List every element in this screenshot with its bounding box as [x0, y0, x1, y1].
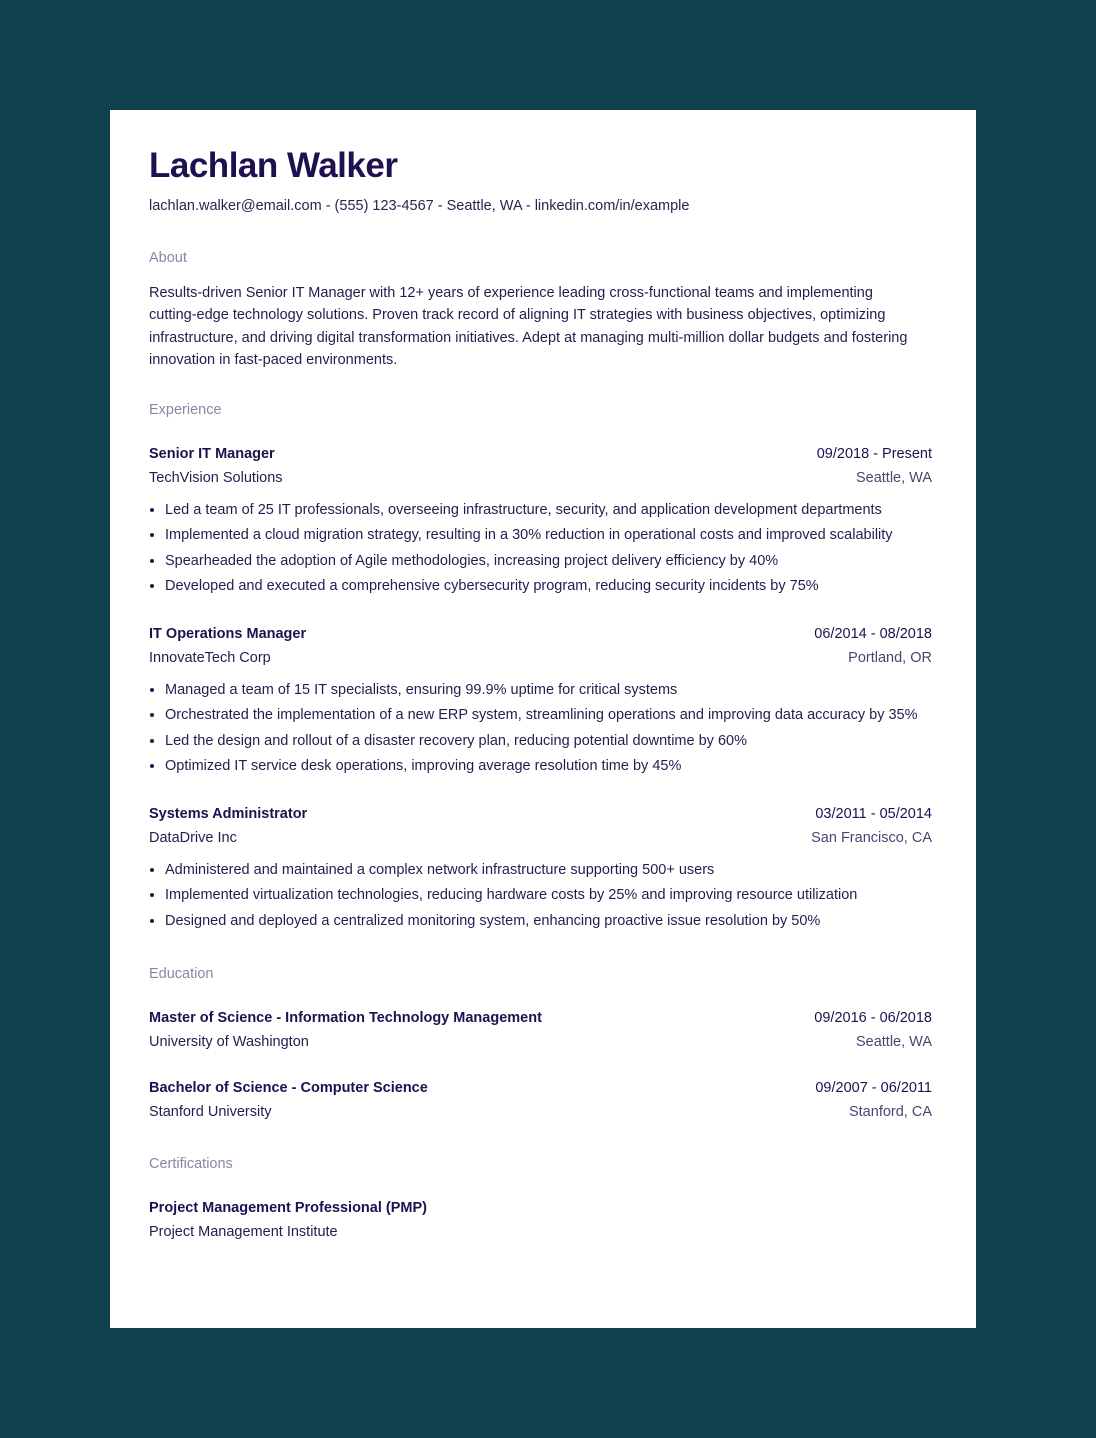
job-role: Senior IT Manager — [149, 445, 275, 462]
about-text: Results-driven Senior IT Manager with 12+ years of experience leading cross-functional teams and implementing cutting-edge technology solutions. Proven track record of aligning IT strategies with business objectives, optimizing infrastructure, and driving digital transformation initiatives. Adept at managing multi-million dollar budgets and fostering innovation in fast-paced environments. — [149, 285, 908, 369]
job-location: Seattle, WA — [855, 469, 932, 486]
entry-subheader-row — [149, 1220, 932, 1244]
bullet-item: • Led a team of 25 IT professionals, overseeing infrastructure, security, and application development departments — [165, 498, 932, 524]
section-title-education: Education — [149, 966, 214, 983]
job-dates: 06/2014 - 08/2018 — [814, 625, 932, 642]
school-name: University of Washington — [149, 1034, 309, 1051]
certification-name: Project Management Professional (PMP) — [149, 1200, 427, 1217]
entry-header-row — [149, 442, 932, 466]
resume-page — [110, 110, 976, 1328]
certification-entry — [149, 1196, 932, 1244]
experience-entry — [149, 622, 932, 780]
resume-content — [149, 146, 932, 1244]
school-location: Seattle, WA — [855, 1034, 932, 1051]
job-bullets — [149, 498, 932, 600]
entry-header-row — [149, 802, 932, 826]
job-dates: 09/2018 - Present — [816, 445, 932, 462]
entry-header-row — [149, 1006, 932, 1030]
bullet-item: • Optimized IT service desk operations, improving average resolution time by 45% — [165, 754, 932, 780]
contact-line: lachlan.walker@email.com - (555) 123-4567 - Seattle, WA - linkedin.com/in/example — [149, 198, 690, 214]
entry-subheader-row — [149, 1100, 932, 1124]
job-role: IT Operations Manager — [149, 625, 307, 642]
entry-header-row — [149, 1196, 932, 1220]
education-dates: 09/2016 - 06/2018 — [814, 1010, 932, 1027]
job-company: InnovateTech Corp — [149, 649, 271, 666]
entry-header-row — [149, 1076, 932, 1100]
school-location: Stanford, CA — [848, 1104, 932, 1121]
school-name: Stanford University — [149, 1104, 272, 1121]
entry-subheader-row — [149, 466, 932, 490]
job-company: TechVision Solutions — [149, 469, 283, 486]
certification-issuer: Project Management Institute — [149, 1224, 338, 1241]
job-dates: 03/2011 - 05/2014 — [815, 805, 932, 822]
entry-subheader-row — [149, 1030, 932, 1054]
entry-header-row — [149, 622, 932, 646]
degree-name: Master of Science - Information Technology Management — [149, 1010, 542, 1027]
section-title-experience: Experience — [149, 401, 222, 418]
experience-entry — [149, 442, 932, 600]
bullet-item: • Managed a team of 15 IT specialists, ensuring 99.9% uptime for critical systems — [165, 678, 932, 704]
bullet-item: • Implemented a cloud migration strategy, resulting in a 30% reduction in operational costs and improved scalability — [165, 523, 932, 549]
entry-subheader-row — [149, 646, 932, 670]
bullet-item: • Spearheaded the adoption of Agile methodologies, increasing project delivery efficiency by 40% — [165, 549, 932, 575]
education-entry — [149, 1006, 932, 1054]
entry-subheader-row — [149, 826, 932, 850]
section-title-certifications: Certifications — [149, 1156, 233, 1173]
job-location: Portland, OR — [848, 649, 932, 666]
job-role: Systems Administrator — [149, 805, 308, 822]
bullet-item: • Orchestrated the implementation of a new ERP system, streamlining operations and improving data accuracy by 35% — [165, 703, 932, 729]
job-bullets — [149, 678, 932, 780]
bullet-item: • Led the design and rollout of a disaster recovery plan, reducing potential downtime by 60% — [165, 729, 932, 755]
candidate-name: Lachlan Walker — [149, 146, 398, 185]
job-company: DataDrive Inc — [149, 829, 237, 846]
bullet-item: • Designed and deployed a centralized monitoring system, enhancing proactive issue resolution by 50% — [165, 909, 932, 935]
section-title-about: About — [149, 250, 187, 266]
degree-name: Bachelor of Science - Computer Science — [149, 1080, 428, 1097]
education-dates: 09/2007 - 06/2011 — [815, 1080, 932, 1097]
job-location: San Francisco, CA — [811, 829, 932, 846]
education-entry — [149, 1076, 932, 1124]
experience-entry — [149, 802, 932, 935]
bullet-item: • Implemented virtualization technologies, reducing hardware costs by 25% and improving resource utilization — [165, 883, 932, 909]
job-bullets — [149, 858, 932, 935]
bullet-item: • Developed and executed a comprehensive cybersecurity program, reducing security incidents by 75% — [165, 574, 932, 600]
bullet-item: • Administered and maintained a complex network infrastructure supporting 500+ users — [165, 858, 932, 884]
